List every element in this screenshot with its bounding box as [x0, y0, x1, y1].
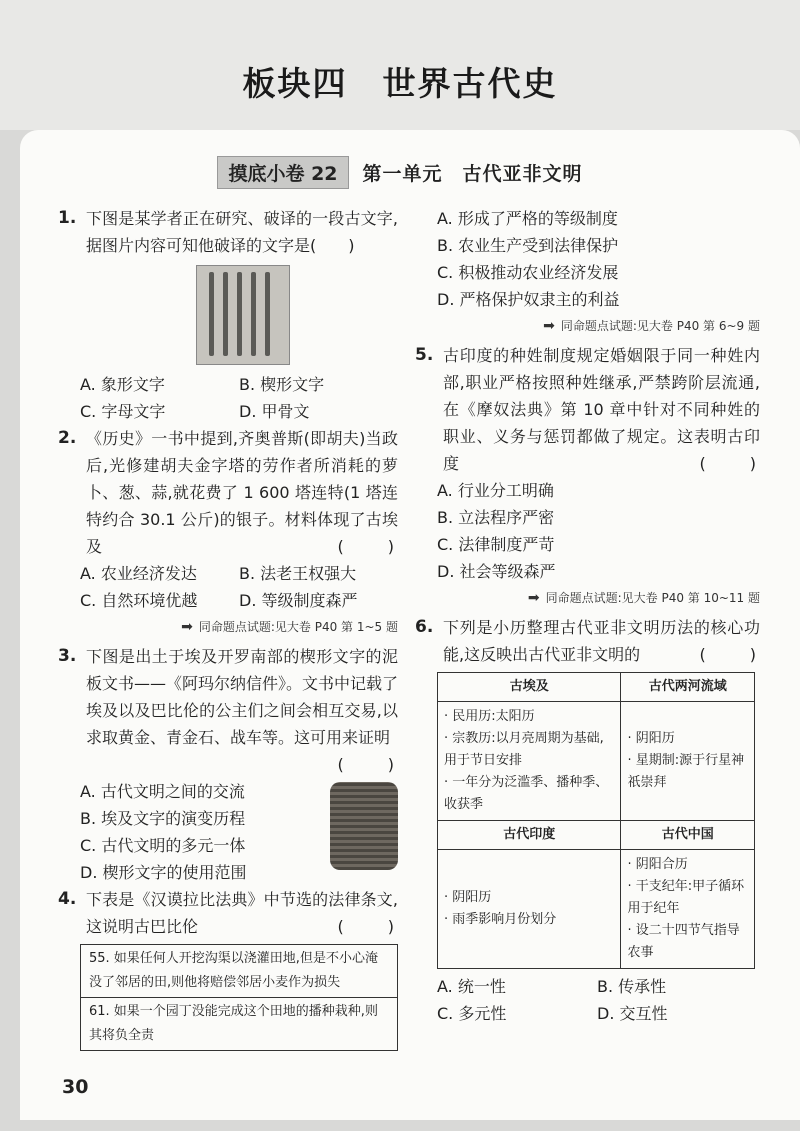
- cell-line: · 干支纪年:甲子循环用于纪年: [627, 879, 745, 916]
- question-stem: 下图是出土于埃及开罗南部的楔形文字的泥板文书——《阿玛尔纳信件》。文书中记载了埃及以及巴比伦的公主们之间会相互交易,以求取黄金、青金石、战车等。这可用来证明: [86, 647, 399, 747]
- option-b[interactable]: B. 立法程序严密: [437, 508, 555, 527]
- page-number: 30: [62, 1076, 89, 1098]
- question-text: [443, 614, 760, 668]
- option-d[interactable]: D. 甲骨文: [239, 402, 310, 421]
- question-5: [415, 342, 760, 477]
- cell-line: · 阴阳历: [627, 731, 675, 746]
- calendar-table: [437, 672, 755, 969]
- question-2: [58, 425, 398, 560]
- question-6: [415, 614, 760, 668]
- option-d[interactable]: D. 等级制度森严: [239, 591, 358, 610]
- option-c[interactable]: C. 多元性: [437, 1004, 507, 1023]
- cell-line: · 设二十四节气指导农事: [627, 923, 740, 960]
- option-b[interactable]: B. 传承性: [597, 977, 667, 996]
- question-text: [443, 342, 760, 477]
- option-c[interactable]: C. 古代文明的多元一体: [80, 836, 246, 855]
- option-b[interactable]: B. 法老王权强大: [239, 564, 357, 583]
- cell-line: · 宗教历:以月亮周期为基础,用于节日安排: [444, 731, 604, 768]
- cross-reference-hint: [415, 313, 760, 340]
- question-text: [86, 425, 398, 560]
- option-a[interactable]: A. 形成了严格的等级制度: [437, 209, 618, 228]
- question-number: 4.: [58, 889, 77, 909]
- section-header: [0, 156, 800, 188]
- answer-paren: ( ): [699, 454, 760, 473]
- header-egypt: 古埃及: [438, 673, 621, 702]
- hint-text: 同命题点试题:见大卷 P40 第 1~5 题: [198, 620, 398, 634]
- law-article-61: 61. 如果一个园丁没能完成这个田地的播种栽种,则其将负全责: [81, 997, 397, 1050]
- option-a[interactable]: A. 象形文字: [80, 375, 165, 394]
- question-text: [86, 643, 398, 778]
- arrow-right-icon: ➡: [543, 318, 555, 334]
- options-row: [58, 371, 398, 398]
- option-b[interactable]: B. 埃及文字的演变历程: [80, 809, 246, 828]
- header-china: 古代中国: [621, 821, 755, 850]
- question-stem: 下列是小历整理古代亚非文明历法的核心功能,这反映出古代亚非文明的: [443, 618, 760, 664]
- answer-paren: ( ): [699, 645, 760, 664]
- paper-tag: 摸底小卷 22: [217, 156, 348, 189]
- question-number: 3.: [58, 646, 77, 666]
- cell-china: [621, 850, 755, 969]
- options-row: [58, 587, 398, 614]
- option-b[interactable]: B. 农业生产受到法律保护: [437, 236, 619, 255]
- cell-india: [438, 850, 621, 969]
- option-d[interactable]: D. 交互性: [597, 1004, 668, 1023]
- option-c[interactable]: C. 自然环境优越: [80, 591, 198, 610]
- question-4: [58, 886, 398, 940]
- question-text: [86, 886, 398, 940]
- answer-paren: ( ): [337, 917, 398, 936]
- option-d[interactable]: D. 楔形文字的使用范围: [80, 863, 247, 882]
- answer-paren: ( ): [337, 755, 398, 774]
- cross-reference-hint: [415, 585, 760, 612]
- option-c[interactable]: C. 法律制度严苛: [437, 535, 555, 554]
- question-number: 6.: [415, 617, 434, 637]
- question-stem: 下图是某学者正在研究、破译的一段古文字,据图片内容可知他破译的文字是(: [86, 209, 398, 255]
- option-d[interactable]: D. 社会等级森严: [437, 562, 556, 581]
- arrow-right-icon: ➡: [181, 619, 193, 635]
- option-a[interactable]: A. 统一性: [437, 977, 506, 996]
- option-b[interactable]: B. 楔形文字: [239, 375, 325, 394]
- answer-paren: ( ): [337, 537, 398, 556]
- question-1: [58, 205, 398, 259]
- cross-reference-hint: [58, 614, 398, 641]
- cell-line: · 雨季影响月份划分: [444, 912, 557, 927]
- cell-line: · 阴阳合历: [627, 857, 688, 872]
- cell-line: · 阴阳历: [444, 890, 492, 905]
- cell-egypt: [438, 702, 621, 821]
- question-3: [58, 643, 398, 778]
- options-row: [58, 398, 398, 425]
- header-mesopotamia: 古代两河流域: [621, 673, 755, 702]
- option-c[interactable]: C. 字母文字: [80, 402, 166, 421]
- cell-line: · 民用历:太阳历: [444, 709, 535, 724]
- option-a[interactable]: A. 行业分工明确: [437, 481, 554, 500]
- options-row: [58, 560, 398, 587]
- cell-mesopotamia: [621, 702, 755, 821]
- block-title: 板块四 世界古代史: [242, 64, 558, 103]
- answer-paren: ): [316, 236, 355, 255]
- question-stem: 《历史》一书中提到,齐奥普斯(即胡夫)当政后,光修建胡夫金字塔的劳作者所消耗的萝卜、葱、蒜,就花费了 1 600 塔连特(1 塔连特约合 30.1 公斤)的银子。材料体现了古埃及: [86, 429, 398, 556]
- question-number: 2.: [58, 428, 77, 448]
- clay-tablet-image: [330, 782, 398, 870]
- options-row: [415, 1000, 760, 1027]
- option-a[interactable]: A. 古代文明之间的交流: [80, 782, 245, 801]
- left-column: [58, 205, 398, 1051]
- question-number: 5.: [415, 345, 434, 365]
- law-excerpt-box: [80, 944, 398, 1051]
- option-a[interactable]: A. 农业经济发达: [80, 564, 197, 583]
- question-stem: 古印度的种姓制度规定婚姻限于同一种姓内部,职业严格按照种姓继承,严禁跨阶层流通,在《摩奴法典》第 10 章中针对不同种姓的职业、义务与惩罚都做了规定。这表明古印度: [443, 346, 760, 473]
- unit-title: 第一单元 古代亚非文明: [362, 162, 583, 185]
- question-number: 1.: [58, 208, 77, 228]
- question-text: [86, 205, 398, 259]
- law-article-55: 55. 如果任何人开挖沟渠以浇灌田地,但是不小心淹没了邻居的田,则他将赔偿邻居小麦作为损失: [89, 951, 378, 990]
- options-row: [415, 973, 760, 1000]
- header-india: 古代印度: [438, 821, 621, 850]
- hint-text: 同命题点试题:见大卷 P40 第 6~9 题: [560, 319, 760, 333]
- q3-options-block: [58, 778, 398, 886]
- cell-line: · 星期制:源于行星神祇崇拜: [627, 753, 745, 790]
- hint-text: 同命题点试题:见大卷 P40 第 10~11 题: [545, 591, 760, 605]
- option-d[interactable]: D. 严格保护奴隶主的利益: [437, 290, 620, 309]
- arrow-right-icon: ➡: [527, 590, 540, 606]
- question-stem: 下表是《汉谟拉比法典》中节选的法律条文,这说明古巴比伦: [86, 890, 398, 936]
- option-c[interactable]: C. 积极推动农业经济发展: [437, 263, 619, 282]
- bamboo-slip-image: [196, 265, 290, 365]
- right-column: [415, 205, 760, 1027]
- cell-line: · 一年分为泛滥季、播种季、收获季: [444, 775, 609, 812]
